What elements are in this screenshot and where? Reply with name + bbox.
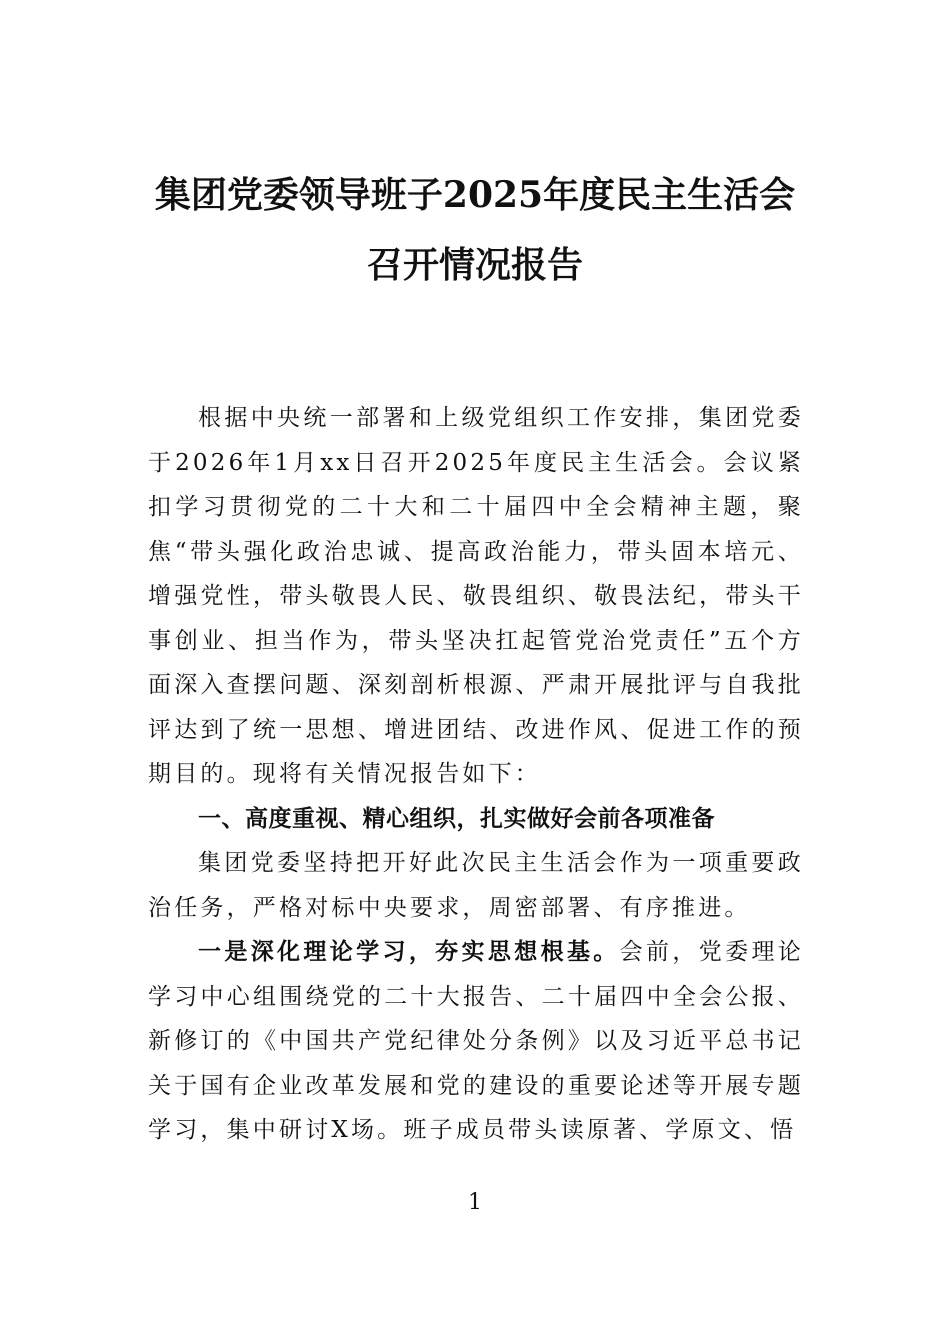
document-body [148, 396, 804, 1153]
point-lead: 一是深化理论学习，夯实思想根基。 [198, 938, 620, 965]
point-text: 会前，党委理论学习中心组围绕党的二十大报告、二十届四中全会公报、新修订的《中国共产党纪律处分条例》以及习近平总书记关于国有企业改革发展和党的建设的重要论述等开展专题学习，集中研讨X场。班子成员带头读原著、学原文、悟 [148, 939, 804, 1143]
section-paragraph: 集团党委坚持把开好此次民主生活会作为一项重要政治任务，严格对标中央要求，周密部署、有序推进。 [148, 850, 804, 921]
intro-paragraph: 根据中央统一部署和上级党组织工作安排，集团党委于2026年1月xx日召开2025年度民主生活会。会议紧扣学习贯彻党的二十大和二十届四中全会精神主题，聚焦“带头强化政治忠诚、提高政治能力，带头固本培元、增强党性，带头敬畏人民、敬畏组织、敬畏法纪，带头干事创业、担当作为，带头坚决扛起管党治党责任”五个方面深入查摆问题、深刻剖析根源、严肃开展批评与自我批评达到了统一思想、增进团结、改进作风、促进工作的预期目的。现将有关情况报告如下： [148, 405, 804, 787]
section-heading: 一、高度重视、精心组织，扎实做好会前各项准备 [198, 805, 715, 832]
document-title: 集团党委领导班子2025年度民主生活会召开情况报告 [154, 174, 796, 286]
page-number: 1 [468, 1190, 482, 1215]
point-paragraph [148, 930, 804, 1153]
